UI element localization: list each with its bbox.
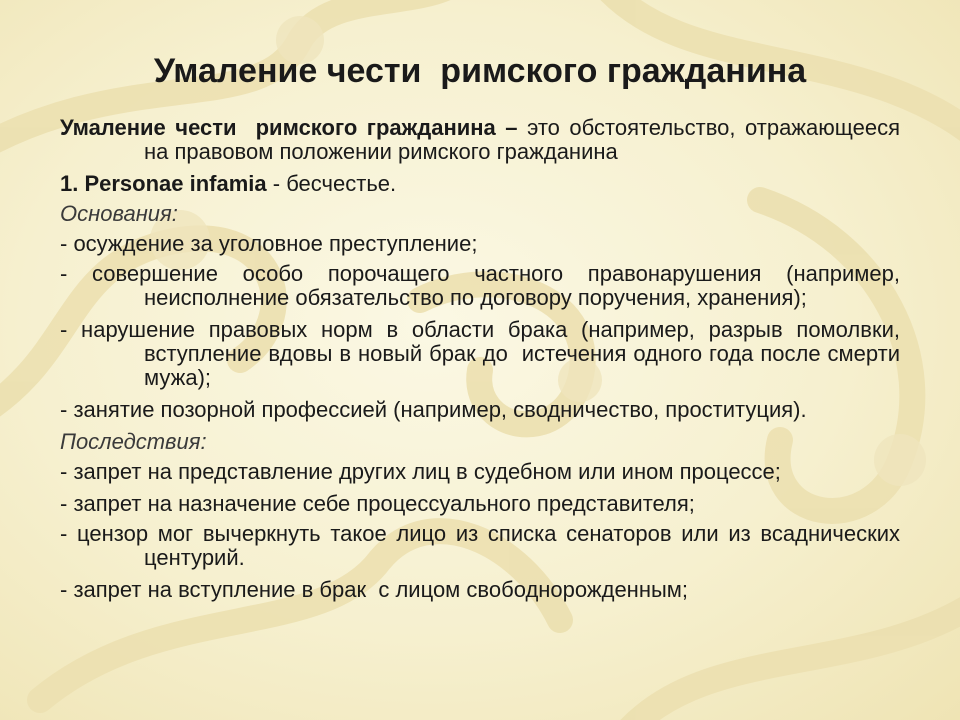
section-1-text: - бесчестье. <box>266 171 397 196</box>
grounds-item: - совершение особо порочащего частного правонарушения (например, неисполнение обязательство по договору поручения, хранения); <box>60 261 907 310</box>
grounds-label: Основания: <box>60 201 178 226</box>
grounds-item: - осуждение за уголовное преступление; <box>60 231 478 256</box>
consequences-item: - запрет на назначение себе процессуального представителя; <box>60 491 695 516</box>
definition-text: это обстоятельство, отражающееся на правовом положении римского гражданина <box>144 115 907 164</box>
definition-term: Умаление чести римского гражданина – <box>60 115 518 140</box>
grounds-label-paragraph <box>60 202 900 226</box>
section-1-heading: 1. Personae infamia <box>60 171 267 196</box>
consequences-item: - запрет на представление других лиц в судебном или ином процессе; <box>60 459 781 484</box>
slide-title: Умаление чести римского гражданина <box>153 52 807 90</box>
definition-paragraph <box>60 115 907 164</box>
consequences-item: - цензор мог вычеркнуть такое лицо из списка сенаторов или из всаднических центурий. <box>60 521 907 570</box>
consequences-label-paragraph <box>60 430 900 454</box>
grounds-item: - занятие позорной профессией (например, сводничество, проституция). <box>60 397 807 422</box>
section-1-paragraph <box>60 172 900 196</box>
consequences-item: - запрет на вступление в брак с лицом свободнорожденным; <box>60 577 689 602</box>
slide-content <box>60 115 907 610</box>
grounds-item: - нарушение правовых норм в области брака (например, разрыв помолвки, вступление вдовы в новый брак до истечения одного года после смерти мужа); <box>60 317 907 390</box>
consequences-label: Последствия: <box>60 429 207 454</box>
